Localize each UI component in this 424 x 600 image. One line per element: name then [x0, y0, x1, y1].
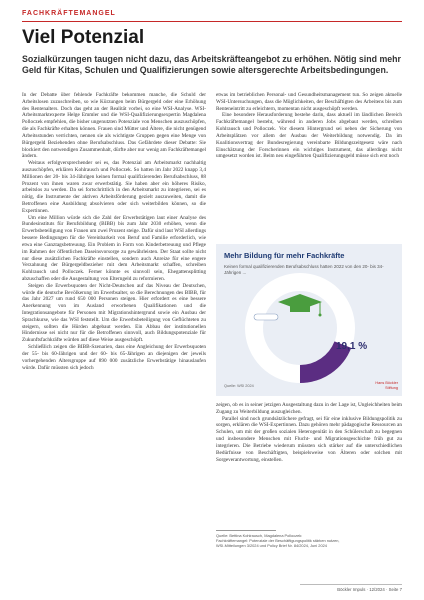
- footnote-line: Fachkräftemangel: Potenziale der Beschäftigungspolitik stärken nutzen,: [216, 538, 340, 543]
- article-lead: Sozialkürzungen taugen nicht dazu, das Arbeitskräfteangebot zu erhöhen. Nötig sind mehr Geld für Kitas, Schulen und Qualifizierungen sowie altersgerechte Arbeitsbedingungen.: [22, 54, 401, 75]
- paragraph: etwas im betrieblichen Personal- und Gesundheitsmanagement tun. So zeigen aktuelle WSI-Untersuchungen, dass die Möglichkeiten, der Beschäftigten des Arbeitens bis zum Renteneintritt zu erleichtern, momentan nicht ausgeschöpft werden.: [216, 92, 402, 112]
- paragraph: Weitaus erfolgversprechender sei es, das Potenzial am Arbeitsmarkt nachhaltig auszuschöpfen, erklären Kohlrausch und Polloczek. So hatten im Jahr 2022 knapp 3,4 Millionen der 20- bis 34-Jährigen keinen formal qualifizierenden Berufsabschluss, 88 Prozent von ihnen waren zwar erwerbstätig. Sie haben aber ein höheres Risiko, arbeitslos zu werden. Da sei fortschrittlich in den Arbeitsmarkt zu integrieren, sei es nötig, die Instrumente der aktiven Arbeitsförderung gezielt auszuweiten, damit die Betroffenen eine Ausbildung absolvieren oder sich weiterbilden können, so die Expertinnen.: [22, 160, 206, 214]
- page-footer: Böckler Impuls · 12/2024 · Seite 7: [337, 587, 402, 592]
- article-title: Viel Potenzial: [22, 27, 145, 48]
- paragraph: Schließlich zeigen die BIBB-Szenarien, dass eine Angleichung der Erwerbsquoten der 55- bis 60-Jährigen und der 60- bis 65-Jährigen an diejenigen der jeweils vorhergehenden Altersgruppe auf 890 000 zusätzliche Erwerbstätige hinauslaufen würde. Dafür müssten sich jedoch: [22, 344, 206, 371]
- paragraph: In der Debatte über fehlende Fachkräfte bekommen manche, die Schuld der Arbeitslosen zuzuschreiben, so wie Kürzungen beim Bürgergeld oder eine Erhöhung des Rentenalters. Doch das geht an der Realität vorbei, so eine WSI-Analyse. WSI-Arbeitsmarktexperte Helge Emmler und die WSI-Qualifizierungsexpertin Magdalena Polloczek empfehlen, die bisher ungenutzten Potenziale von Menschen auszuschöpfen, die als Fachkräfte erhalten können. Frauen sind Mütter und Ältere, die nicht genügend Arbeitsstunden verrichten, nennen sie als wichtigste Gruppen gegen eine Menge von Bürgergeld Beziehenden ohne Berufsabschluss. Das Gefährdete dieser Debatte: Sie blockiert den notwendigen Zusammenhalt, dürfte aber nur wenig am Fachkräftemangel ändern.: [22, 92, 206, 160]
- footnote-line: Quelle: Bettina Kohlrausch, Magdalena Polloczek:: [216, 533, 303, 538]
- paragraph: zeigen, ob es in seiner jetzigen Ausgestaltung dazu in der Lage ist, Ungleichheiten beim Zugang zu Weiterbildung auszugleichen.: [216, 402, 402, 415]
- footnote-rule: [216, 530, 276, 531]
- chart-subtitle: Keinen formal qualifizierenden Berufsabschluss hatten 2022 von den 20- bis 34-Jährigen ...: [224, 264, 384, 275]
- paragraph: Um eine Million würde sich die Zahl der Erwerbstätigen laut einer Analyse des Bundesinstituts für Berufsbildung (BIBB) bis zum Jahr 2030 erhöhen, wenn die Erwerbsbeteiligung von Frauen um zwei Prozent steige. Dafür sind laut WSI allerdings bessere Bedingungen für die Vereinbarkeit von Beruf und Familie erforderlich, wie etwa eine Ganztagsbetreuung. Ein Problem in Form von Kinderbetreuung und Pflege im Rahmen der öffentlichen Daseinsvorsorge zu gewährleisten. Der Staat sollte nicht nur diese zusätzlichen Fachkräfte einstellen, sondern auch Anreize für eine engere Verzahnung der Bürgergeldbezieher mit dem Arbeitsmarkt schaffen, schreiben Kohlrausch und Polloczek. Ferner könnte es sinnvoll sein, Ehegattensplitting abzuschaffen oder die Ausgestaltung von Elterngeld zu reformieren.: [22, 214, 206, 282]
- footnotes: [216, 533, 402, 548]
- body-column-right-bottom: [216, 402, 402, 522]
- chart-title: Mehr Bildung für mehr Fachkräfte: [224, 251, 345, 260]
- footer-rule: [300, 584, 402, 585]
- footnote-line: WSI-Mitteilungen 3/2024 und Policy Brief Nr. 84/2024, Juni 2024: [216, 543, 327, 548]
- publisher-logo: Hans Böckler Stiftung: [375, 381, 398, 390]
- chart-value-label: 19,1 %: [336, 341, 368, 352]
- section-kicker: FACHKRÄFTEMANGEL: [22, 10, 116, 17]
- body-column-right-top: [216, 92, 402, 234]
- diploma-scroll-icon: [254, 314, 278, 320]
- paragraph: Steigen die Erwerbsquoten der Nicht-Deutschen auf das Niveau der Deutschen, würde die deutsche Bevölkerung im Erwerbsalter, so die Berechnungen des BIBB, für das Jahr 2027 um rund 650 000 Personen steigen. Hier erfordert es eine bessere Anerkennung von im Ausland erworbenen Qualifikationen und die Integrationsangebote für Personen mit Migrationshintergrund sowie ein Ausbau der Sprachkurse, wie das WSI feststellt. Um die Erwerbsbeteiligung von Geflüchteten zu steigern, sollten die Hürden abgebaut werden. Ein Abbau der institutionellen Hindernisse sei nicht nur für die Betroffenen sinnvoll, auch Bildungspotenziale für Zukunftsfachkräfte würden auf diese Weise ausgeschöpft.: [22, 282, 206, 344]
- paragraph: Eine besondere Herausforderung bestehe darin, dass aktuell im ländlichen Bereich Fachkräftemangel besteht, während in anderen Jobs abgebaut werden, schreiben Kohlrausch und Polloczek. Vor diesem Hintergrund sei neben der Sicherung von Arbeitsplätzen vor allem der Ausbau der Weiterbildung notwendig. Da im Koalitionsvertrag der Bundesregierung vereinbarte Bildungszeitgesetz wäre nach Einschätzung der Forscherinnen ein wichtiges Instrument, das allerdings nicht umgesetzt worden ist. Beim neu eingeführten Qualifizierungsgeld müsse sich erst noch: [216, 112, 402, 160]
- graduation-cap-icon: [278, 294, 322, 317]
- paragraph: Parallel sind noch grundsätzlichere gefragt, sei für eine inklusive Bildungspolitik zu sorgen, erklären die WSI-Expertinnen. Dazu gehören mehr pädagogische Ressourcen an Schulen, um mit der großen sozialen Heterogenität in den Schülerschaft zu begegnen und insbesondere Menschen mit Flucht- und Migrationsgeschichte früh gut zu integrieren. Die Betriebe wiederum müssten sich stärker auf die unterschiedlichen Bedürfnisse von Beschäftigten, beispielsweise von Älteren oder solchen mit Sorgeverantwortung, einstellen.: [216, 415, 402, 463]
- chart-source: Quelle: WSI 2024: [224, 384, 254, 388]
- body-column-left: [22, 92, 206, 566]
- kicker-rule: [22, 21, 402, 22]
